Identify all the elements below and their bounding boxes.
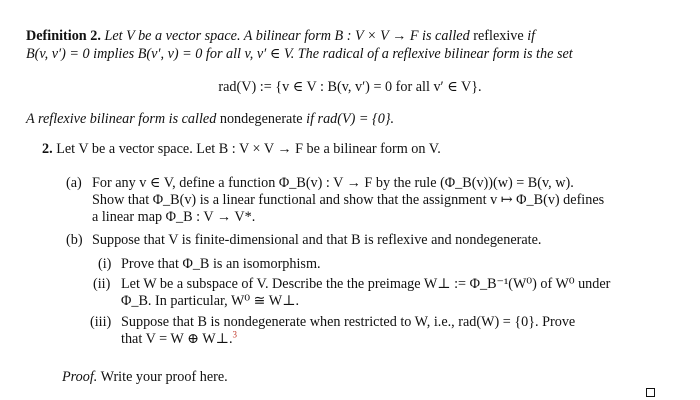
problem-statement (42, 140, 441, 158)
part-b-iii-line-1: Suppose that B is nondegenerate when restricted to W, i.e., rad(W) = {0}. Prove (121, 314, 576, 330)
part-b-line-1: Suppose that V is finite-dimensional and that B is reflexive and nondegenerate. (92, 232, 542, 248)
part-b-ii-line-2: Φ_B. In particular, W⁰ ≅ W⊥. (121, 293, 300, 309)
part-a-label: (a) (66, 175, 82, 191)
definition-line-1 (26, 27, 658, 45)
radical-formula: rad(V) := {v ∈ V : B(v, v′) = 0 for all v′ ∈ V}. (218, 79, 482, 95)
part-b-iii-line-2-wrap (121, 330, 237, 348)
definition-term-reflexive: reflexive (473, 28, 524, 44)
part-a-line-2: Show that Φ_B(v) is a linear functional and show that the assignment v ↦ Φ_B(v) defines (92, 192, 605, 208)
part-b-iii-label: (iii) (90, 314, 112, 330)
part-b-label: (b) (66, 232, 83, 248)
proof-text: Write your proof here. (100, 369, 228, 385)
definition-text-3-start: A reflexive bilinear form is called (26, 111, 217, 127)
problem-number: 2. (42, 141, 53, 157)
part-b-i-text: Prove that Φ_B is an isomorphism. (121, 256, 321, 272)
definition-line-3 (26, 110, 394, 128)
qed-box-icon (646, 388, 655, 397)
footnote-reference[interactable]: 3 (232, 329, 238, 340)
part-a-line-1: For any v ∈ V, define a function Φ_B(v) : V → F by the rule (Φ_B(v))(w) = B(v, w). (92, 175, 574, 191)
definition-text-1-end: if (527, 28, 536, 44)
part-a-line-3: a linear map Φ_B : V → V*. (92, 209, 256, 225)
definition-text-1: Let V be a vector space. A bilinear form B : V × V → F is called (104, 28, 470, 44)
proof-label: Proof. (62, 369, 98, 385)
definition-line-2: B(v, v′) = 0 implies B(v′, v) = 0 for all v, v′ ∈ V. The radical of a reflexive bilinear form is the set (26, 46, 573, 62)
definition-term-nondegenerate: nondegenerate (219, 111, 303, 127)
part-b-ii-line-1: Let W be a subspace of V. Describe the the preimage W⊥ := Φ_B⁻¹(W⁰) of W⁰ under (121, 276, 611, 292)
definition-label: Definition 2. (26, 28, 101, 44)
problem-text: Let V be a vector space. Let B : V × V → F be a bilinear form on V. (56, 141, 441, 157)
definition-text-3-end: if rad(V) = {0}. (306, 111, 395, 127)
part-b-iii-line-2: that V = W ⊕ W⊥. (121, 331, 233, 347)
part-b-ii-label: (ii) (93, 276, 111, 292)
proof-line (62, 368, 228, 386)
part-b-i-label: (i) (98, 256, 112, 272)
